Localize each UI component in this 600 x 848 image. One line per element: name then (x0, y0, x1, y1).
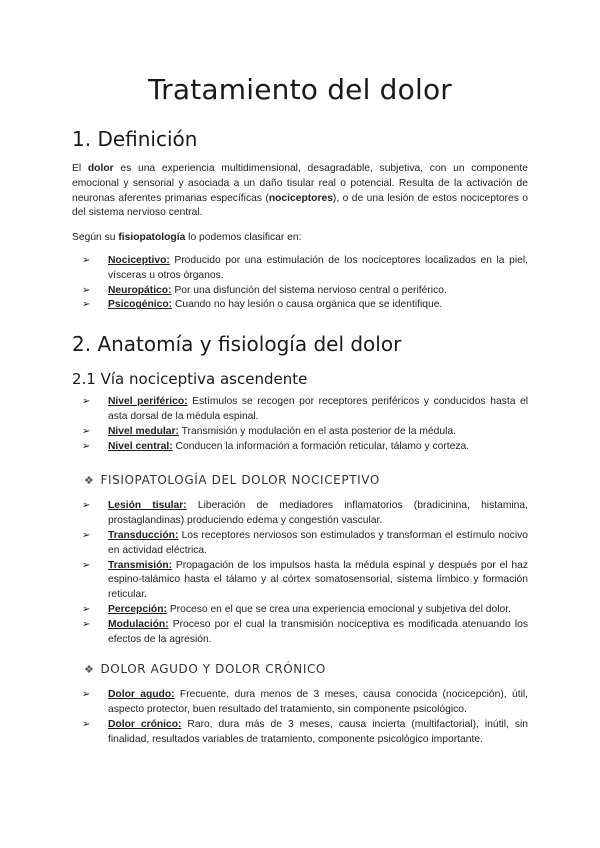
list-text: Frecuente, dura menos de 3 meses, causa conocida (nocicepción), útil, aspecto protector, buen resultado del tratamiento, sin componente psicológico. (108, 689, 529, 716)
list-item (82, 284, 528, 299)
arrow-bullet-icon: ➢ (82, 254, 91, 266)
list-term: Lesión tisular: (108, 500, 187, 512)
list-text: Conducen la información a formación reticular, tálamo y corteza. (172, 440, 470, 452)
list-term: Transducción: (108, 529, 179, 541)
text-span: es una experiencia multidimensional, desagradable, subjetiva, con un componente emocional y sensorial y asociada a un daño tisular real o potencial. Resulta de la activación de neuronas aferentes primarias específicas ( (72, 163, 528, 204)
diamond-bullet-icon: ❖ (84, 474, 95, 488)
list-item (82, 688, 528, 718)
list-item (82, 440, 528, 455)
list-term: Dolor agudo: (108, 689, 175, 701)
list-item (82, 298, 528, 313)
list-text: Producido por una estimulación de los nociceptores localizados en la piel, vísceras u otros órganos. (108, 254, 528, 281)
list-term: Psicogénico: (108, 299, 173, 311)
text-span: El (72, 163, 88, 174)
caps-heading-fisiopatologia (84, 472, 528, 489)
list-text: Raro, dura más de 3 meses, causa incierta (multifactorial), inútil, sin finalidad, resultados variables de tratamiento, componente psicológico importante. (108, 718, 528, 745)
list-text: Transmisión y modulación en el asta posterior de la médula. (178, 425, 456, 437)
list-item (82, 718, 528, 748)
classification-intro (72, 231, 528, 246)
list-item (82, 254, 528, 284)
pain-types-list (82, 254, 528, 313)
list-item (82, 603, 528, 618)
list-item (82, 559, 528, 603)
fisio-steps-list (82, 499, 528, 647)
arrow-bullet-icon: ➢ (82, 618, 91, 630)
list-item (82, 618, 528, 648)
arrow-bullet-icon: ➢ (82, 440, 91, 452)
text-span: ), o de una lesión de estos nociceptores o del sistema nervioso central. (72, 192, 528, 219)
bold-term-dolor: dolor (87, 163, 114, 174)
list-item (82, 529, 528, 559)
arrow-bullet-icon: ➢ (82, 396, 91, 408)
list-text: Liberación de mediadores inflamatorios (bradicinina, histamina, prostaglandinas) produciendo edema y congestión vascular. (108, 500, 528, 527)
arrow-bullet-icon: ➢ (82, 299, 91, 311)
diamond-bullet-icon: ❖ (84, 663, 95, 677)
list-item (82, 425, 528, 440)
list-text: Proceso por el cual la transmisión nociceptiva es modificada atenuando los efectos de la agresión. (108, 618, 528, 645)
caps-heading-text: FISIOPATOLOGÍA DEL DOLOR NOCICEPTIVO (100, 473, 380, 488)
section-heading-anatomia: 2. Anatomía y fisiología del dolor (72, 332, 402, 357)
list-term: Modulación: (108, 618, 169, 630)
caps-heading-text: DOLOR AGUDO Y DOLOR CRÓNICO (100, 662, 326, 677)
bold-term-fisiopatologia: fisiopatología (118, 232, 186, 244)
list-term: Transmisión: (108, 559, 173, 571)
list-text: Estímulos se recogen por receptores periféricos y conducidos hasta el asta dorsal de la médula espinal. (108, 396, 529, 422)
definition-paragraph (72, 162, 528, 221)
list-term: Nivel periférico: (108, 396, 188, 408)
arrow-bullet-icon: ➢ (82, 284, 91, 296)
bold-term-nociceptores: nociceptores (268, 192, 333, 204)
list-item (82, 395, 528, 425)
arrow-bullet-icon: ➢ (82, 500, 91, 512)
list-text: Propagación de los impulsos hasta la médula espinal y después por el haz espino-talámico hasta el tálamo y al córtex somatosensorial, sistema límbico y formación reticular. (108, 559, 528, 601)
arrow-bullet-icon: ➢ (82, 603, 91, 615)
list-term: Neuropático: (108, 284, 172, 296)
arrow-bullet-icon: ➢ (82, 718, 91, 730)
subsection-heading-via: 2.1 Vía nociceptiva ascendente (72, 370, 308, 389)
list-text: Por una disfunción del sistema nervioso central o periférico. (171, 284, 447, 296)
list-text: Proceso en el que se crea una experiencia emocional y subjetiva del dolor. (166, 603, 511, 615)
list-item (82, 499, 528, 529)
arrow-bullet-icon: ➢ (82, 529, 91, 541)
arrow-bullet-icon: ➢ (82, 425, 91, 437)
arrow-bullet-icon: ➢ (82, 559, 91, 571)
list-term: Dolor crónico: (108, 718, 182, 730)
list-text: Cuando no hay lesión o causa orgánica que se identifique. (172, 299, 443, 311)
list-text: Los receptores nerviosos son estimulados y transforman el estímulo nocivo en actividad eléctrica. (108, 529, 528, 556)
list-term: Nivel medular: (108, 425, 179, 437)
text-span: Según su (72, 232, 119, 244)
list-term: Nociceptivo: (108, 254, 170, 266)
caps-heading-agudo-cronico (84, 661, 528, 678)
arrow-bullet-icon: ➢ (82, 689, 91, 701)
section-heading-definicion: 1. Definición (72, 127, 198, 151)
agudo-cronico-list (82, 688, 528, 747)
list-term: Nivel central: (108, 440, 173, 452)
via-levels-list (82, 395, 528, 454)
list-term: Percepción: (108, 603, 167, 615)
text-span: lo podemos clasificar en: (185, 232, 302, 244)
document-title: Tratamiento del dolor (147, 73, 453, 106)
